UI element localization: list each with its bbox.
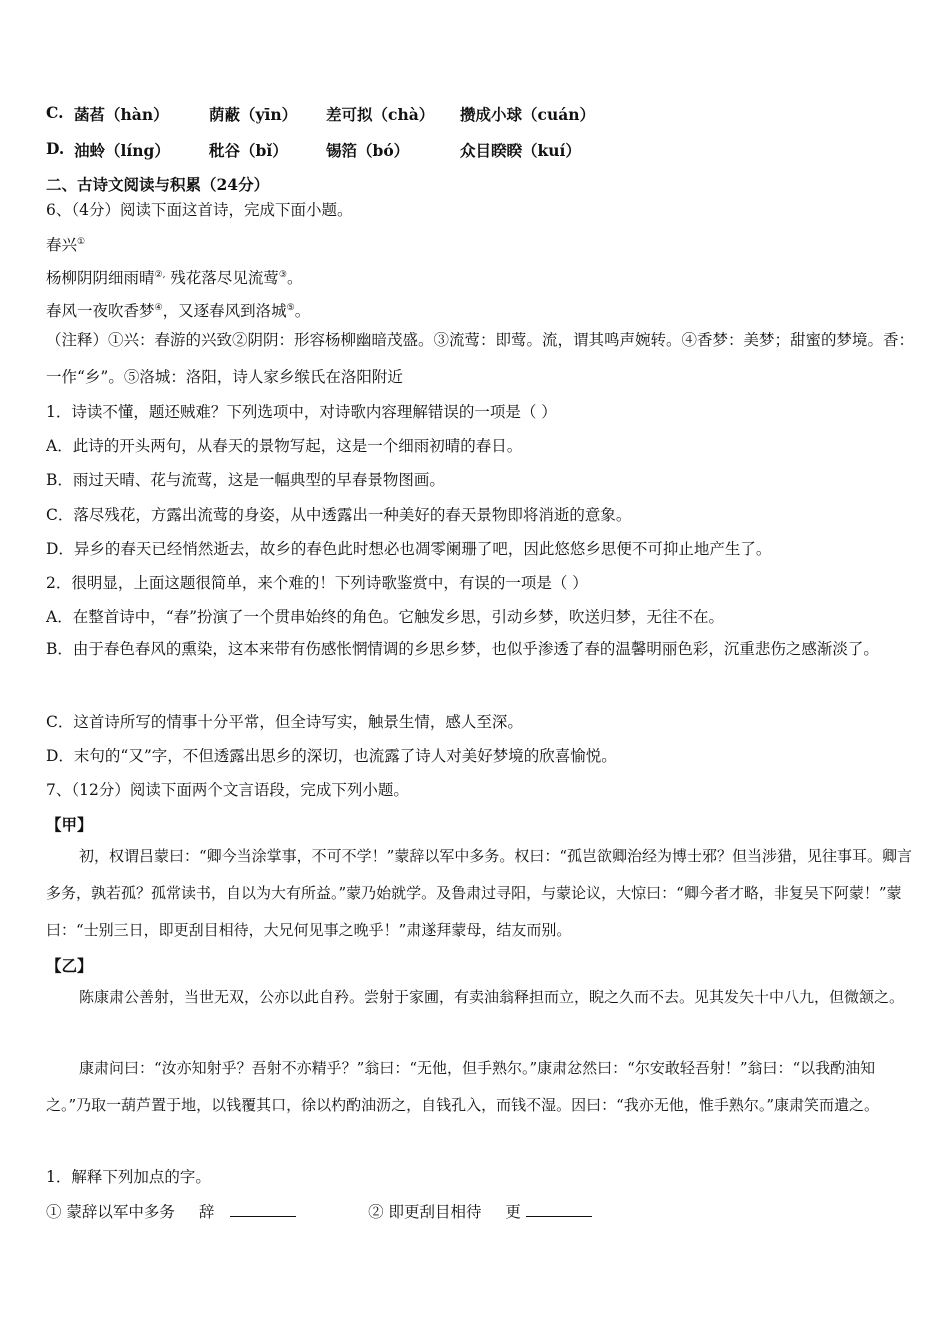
poem-line-2 — [46, 298, 916, 321]
yi-paragraph-1: 陈康肃公善射，当世无双，公亦以此自矜。尝射于家圃，有卖油翁释担而立，睨之久而不去。见其发矢十中八九，但微颔之。 — [79, 988, 905, 1006]
q7-intro: 7、（12分）阅读下面两个文言语段，完成下列小题。 — [46, 781, 409, 799]
poem-title-text: 春兴 — [46, 236, 78, 255]
q6-sub1-option-a: A．此诗的开头两句，从春天的景物写起，这是一个细雨初晴的春日。 — [46, 437, 523, 455]
poem-line-1-a: 杨柳阴阴细雨晴 — [46, 269, 155, 288]
option-d-item-3: 锡箔（bó） — [326, 141, 410, 160]
q6-sub2-option-d: D．末句的“又”字，不但透露出思乡的深切，也流露了诗人对美好梦境的欣喜愉悦。 — [46, 747, 617, 765]
q6-sub2-option-c: C．这首诗所写的情事十分平常，但全诗写实，触景生情，感人至深。 — [46, 713, 523, 731]
q7-item-2-blank[interactable] — [526, 1200, 592, 1217]
q6-sub1-option-d: D．异乡的春天已经悄然逝去，故乡的春色此时想必也凋零阑珊了吧，因此悠悠乡思便不可抑止地产生了。 — [46, 540, 772, 558]
q6-sub1-option-b: B．雨过天晴、花与流莺，这是一幅典型的早春景物图画。 — [46, 471, 445, 489]
q7-item-1-blank[interactable] — [230, 1200, 296, 1217]
poem-line-1-end: 。 — [286, 269, 303, 288]
yi-paragraph-2: 康肃问曰：“汝亦知射乎？吾射不亦精乎？”翁曰：“无他，但手熟尔。”康肃忿然曰：“尔安敢轻吾射！”翁曰：“以我酌油知之。”乃取一葫芦置于地，以钱覆其口，徐以杓酌油沥之，自钱孔入，而钱不湿。因曰：“我亦无他，惟手熟尔。”康肃笑而遣之。 — [46, 1059, 880, 1114]
poem-title-note: ① — [77, 237, 86, 247]
section-title: 二、古诗文阅读与积累（24分） — [46, 175, 270, 194]
q6-sub2-option-a: A．在整首诗中，“春”扮演了一个贯串始终的角色。它触发乡思，引动乡梦，吹送归梦，无往不在。 — [46, 608, 725, 626]
poem-line-1 — [46, 265, 916, 288]
poem-line-2-note-a: ④ — [154, 303, 163, 313]
q7-item-2-word: 更 — [505, 1203, 521, 1221]
poem-line-1-note-b: ③ — [278, 270, 287, 280]
q6-intro: 6、（4分）阅读下面这首诗，完成下面小题。 — [46, 201, 353, 219]
poem-title — [46, 232, 916, 255]
poem-line-2-end: 。 — [294, 302, 311, 321]
q7-sub1-stem: 1．解释下列加点的字。 — [46, 1168, 211, 1186]
option-c-label: C. — [46, 103, 64, 122]
q7-sub1-items — [46, 1200, 916, 1222]
q6-sub1-stem: 1．诗读不懂，题还贼难？下列选项中，对诗歌内容理解错误的一项是（ ） — [46, 403, 557, 421]
q6-sub2-option-b: B．由于春色春风的熏染，这本来带有伤感怅惘情调的乡思乡梦，也似乎渗透了春的温馨明丽色彩，沉重悲伤之感渐淡了。 — [46, 640, 879, 658]
poem-line-1-b: 残花落尽见流莺 — [165, 269, 279, 288]
option-c-item-1: 菡萏（hàn） — [74, 105, 169, 124]
option-c-item-3: 差可拟（chà） — [326, 105, 435, 124]
option-d-item-1: 油蛉（líng） — [74, 141, 170, 160]
poem-line-2-b: ，又逐春风到洛城 — [162, 302, 287, 321]
poem-line-2-note-b: ⑤ — [286, 303, 295, 313]
q7-item-2-text: ② 即更刮目相待 — [368, 1203, 482, 1221]
option-c-item-2: 荫蔽（yīn） — [209, 105, 298, 124]
q7-item-1-word: 辞 — [198, 1203, 215, 1221]
option-d-label: D. — [46, 139, 65, 158]
q6-sub2-stem: 2．很明显，上面这题很简单，来个难的！下列诗歌鉴赏中，有误的一项是（ ） — [46, 574, 588, 592]
poem-line-1-note-a: ②, — [154, 270, 166, 280]
jia-passage: 初，权谓吕蒙曰：“卿今当涂掌事，不可不学！”蒙辞以军中多务。权曰：“孤岂欲卿治经为博士邪？但当涉猎，见往事耳。卿言多务，孰若孤？孤常读书，自以为大有所益。”蒙乃始就学。及鲁肃过寻阳，与蒙论议，大惊曰：“卿今者才略，非复吴下阿蒙！”蒙曰：“士别三日，即更刮目相待，大兄何见事之晚乎！”肃遂拜蒙母，结友而别。 — [46, 847, 913, 939]
yi-label: 【乙】 — [46, 956, 93, 975]
jia-label: 【甲】 — [46, 815, 93, 834]
q7-item-1-text: ① 蒙辞以军中多务 — [46, 1203, 175, 1221]
poem-line-2-a: 春风一夜吹香梦 — [46, 302, 155, 321]
q6-sub1-option-c: C．落尽残花，方露出流莺的身姿，从中透露出一种美好的春天景物即将消逝的意象。 — [46, 506, 632, 524]
option-d-item-4: 众目睽睽（kuí） — [460, 141, 581, 160]
option-c-item-4: 攒成小球（cuán） — [460, 105, 596, 124]
poem-notes: （注释）①兴：春游的兴致②阴阴：形容杨柳幽暗茂盛。③流莺：即莺。流，谓其鸣声婉转。④香梦：美梦；甜蜜的梦境。香：一作“乡”。⑤洛城：洛阳，诗人家乡缑氏在洛阳附近 — [46, 331, 915, 386]
option-d-item-2: 秕谷（bǐ） — [209, 141, 288, 160]
